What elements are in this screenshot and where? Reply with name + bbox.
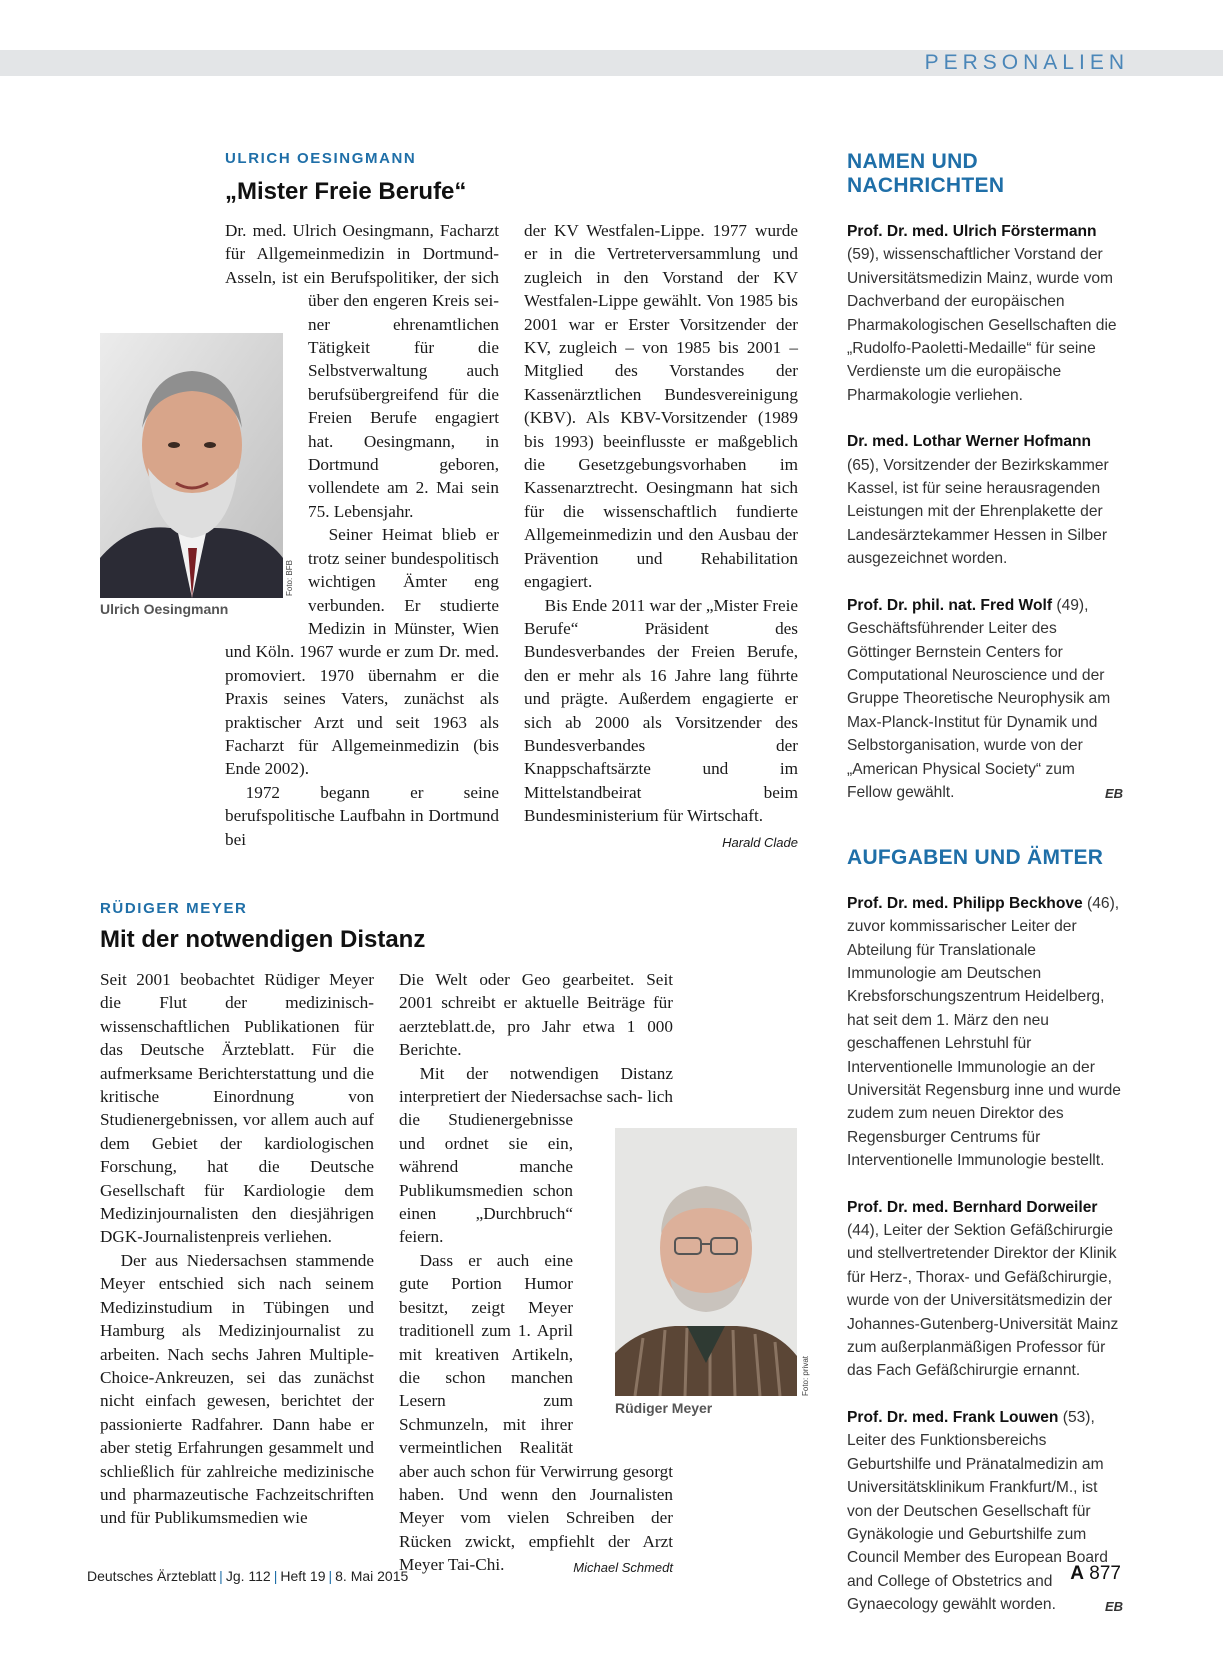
sidebar (847, 150, 1123, 1641)
person-name: Prof. Dr. med. Ulrich Förstermann (847, 223, 1097, 240)
article1-kicker: ULRICH OESINGMANN (225, 150, 417, 167)
article2-text: Die Welt oder Geo gearbeitet. Seit 2001 schreibt er aktuelle Beiträge für aerzteblatt.de, pro Jahr etwa 1 000 Berichte. (399, 970, 673, 1060)
meyer-caption: Rüdiger Meyer (615, 1400, 713, 1416)
news-entry (847, 220, 1123, 407)
oesingmann-caption: Ulrich Oesingmann (100, 601, 229, 617)
article2-text: lich die Studienergebnisse und ordnet sie ein, während manche Publikumsmedien schon einen „Durchbruch“ feiern. (399, 1087, 674, 1247)
photo-wrap-space (573, 1108, 673, 1446)
article1-text: Dr. med. Ulrich Oesingmann, Facharzt für Allgemeinmedizin in Dortmund-Asseln, ist ein Berufspolitiker, der sich über den engeren Kreis sei- (225, 221, 499, 311)
news-heading: NAMEN UND NACHRICHTEN (847, 150, 1005, 197)
page-footer: Deutsches Ärzteblatt | Jg. 112 | Heft 19 | 8. Mai 2015 (87, 1568, 409, 1584)
offices-heading: AUFGABEN UND ÄMTER (847, 845, 1104, 869)
news-signature: EB (1104, 786, 1123, 802)
section-title: PERSONALIEN (924, 51, 1129, 74)
journal-name: Deutsches Ärzteblatt (87, 1568, 217, 1584)
journal-date: 8. Mai 2015 (335, 1568, 409, 1584)
person-name: Prof. Dr. med. Frank Louwen (847, 1408, 1059, 1426)
journal-issue: Heft 19 (280, 1568, 326, 1584)
article1-text: Bis Ende 2011 war der „Mister Freie Berufe“ Präsident des Bundesverbandes der Freien Berufe, den er mehr als 16 Jahre lang führte und prägte. Außerdem engagierte er sich ab 2000 als Vorsitzender des Bundesverbandes der Knappschaftsärzte und im Mittelstandbeirat beim Bundesministerium für Wirtschaft. (524, 595, 798, 826)
article2-column-1 (100, 968, 374, 1530)
person-name: Prof. Dr. med. Bernhard Dorweiler (847, 1198, 1098, 1216)
offices-signature: EB (1104, 1598, 1123, 1614)
entry-text: (53), Leiter des Funktionsbereichs Geburtshilfe und Pränatalmedizin am Universitätsklinikum Frankfurt/M., ist von der Deutschen Gesellschaft für Gynäkologie und Geburtshilfe zum Council Member des European Board and College of Obstetrics and Gynaecology gewählt worden. (847, 1408, 1108, 1614)
journal-volume: Jg. 112 (225, 1568, 271, 1584)
article1-text: ner ehrenamtlichen Tätigkeit für die Selbstverwaltung auch berufsübergreifend für die Freien Berufe engagiert hat. Oesingmann, in Dortmund geboren, vollendete am 2. Mai sein 75. Lebensjahr. (308, 314, 499, 521)
person-name: Prof. Dr. phil. nat. Fred Wolf (847, 596, 1053, 614)
article1-author: Harald Clade (722, 834, 798, 850)
news-entry (847, 430, 1123, 570)
article1-text: Seiner Heimat blieb er trotz seiner bundespolitisch wichtigen Ämter eng verbunden. Er studierte Medizin in Münster, Wien und Köln. 1967 wurde er zum Dr. med. promoviert. 1970 übernahm er die Praxis seines Vaters, zunächst als praktischer Arzt und seit 1963 als Facharzt für Allgemeinmedizin (bis Ende 2002). (225, 525, 499, 779)
office-entry (847, 892, 1123, 1173)
article1-column-1 (225, 219, 499, 851)
entry-text: (44), Leiter der Sektion Gefäßchirurgie und stellvertretender Direktor der Klinik für Herz-, Thorax- und Gefäßchirurgie, wurde von der Universitätsmedizin der Johannes-Gutenberg-Universität Mainz zum außerplanmäßigen Professor für das Fach Gefäßchirurgie ernannt. (847, 1222, 1119, 1380)
person-name: Prof. Dr. med. Philipp Beckhove (847, 894, 1083, 912)
article2-column-2 (399, 968, 673, 1580)
photo-wrap-space (225, 289, 308, 636)
news-entry (847, 594, 1123, 806)
entry-text: (59), wissenschaftlicher Vorstand der Universitätsmedizin Mainz, wurde vom Dachverband der europäischen Pharmakologischen Gesellschaften die „Rudolfo-Paoletti-Medaille“ für seine Verdienste um die europäische Pharmakologie verliehen. (847, 246, 1117, 404)
article2-headline: Mit der notwendigen Distanz (100, 926, 426, 953)
article2-author: Michael Schmedt (573, 1560, 673, 1576)
entry-text: (65), Vorsitzender der Bezirkskammer Kassel, ist für seine herausragenden Leistungen mit der Ehrenplakette der Landesärztekammer Hessen in Silber ausgezeichnet worden. (847, 456, 1109, 568)
article2-text: Seit 2001 beobachtet Rüdiger Meyer die Flut der medizinisch-wissenschaftlichen Publikationen für das Deutsche Ärzteblatt. Für die aufmerksame Berichterstattung und die kritische Einordnung von Studienergebnissen, vor allem auch auf dem Gebiet der kardiologischen Forschung, hat die Deutsche Gesellschaft für Kardiologie dem Medizinjournalisten den diesjährigen DGK-Journalistenpreis verliehen. (100, 970, 374, 1247)
oesingmann-photo-credit: Foto: BFB (285, 560, 294, 597)
entry-text: (49), Geschäftsführender Leiter des Göttinger Bernstein Centers for Computational Neuroscience und der Gruppe Theoretische Neurophysik am Max-Planck-Institut für Dynamik und Selbstorganisation, wurde von der „American Physical Society“ zum Fellow gewählt. (847, 596, 1111, 801)
page-number: A 877 (1070, 1563, 1121, 1584)
article2-text: für Verwirrung gesorgt haben. Und wenn den Journalisten Meyer vom vielen Schreiben der Rücken zwickt, empfiehlt der Arzt Meyer Tai-Chi. (399, 1461, 674, 1575)
article1-text: 1972 begann er seine berufspolitische Laufbahn in Dortmund bei (225, 782, 499, 849)
article2-kicker: RÜDIGER MEYER (100, 900, 248, 917)
article2-text: Der aus Niedersachsen stammende Meyer entschied sich nach seinem Medizinstudium in Tübingen und Hamburg als Medizinjournalist zu arbeiten. Nach sechs Jahren Multiple-Choice-Ankreuzen, sei das zunächst nicht einfach gewesen, berichtet der passionierte Radfahrer. Dann habe er aber stetig Erfahrungen gesammelt und schließlich für zahlreiche medizinische und pharmazeutische Fachzeitschriften und für Publikumsmedien wie (100, 1250, 374, 1528)
article2-text: Mit der notwendigen Distanz interpretiert der Niedersachse sach- (399, 1063, 673, 1107)
article1-headline: „Mister Freie Berufe“ (225, 178, 467, 205)
entry-text: (46), zuvor kommissarischer Leiter der Abteilung für Translationale Immunologie am Deutschen Krebsforschungszentrum Heidelberg, hat seit dem 1. März den neu geschaffenen Lehrstuhl für Interventionelle Immunologie an der Universität Regensburg inne und wurde zudem zum neuen Direktor des Regensburger Centrums für Interventionelle Immunologie bestellt. (847, 894, 1121, 1170)
office-entry (847, 1406, 1123, 1618)
article2-text: Dass er auch eine gute Portion Humor besitzt, zeigt Meyer traditionell zum 1. April mit kreativen Artikeln, die schon manchen Lesern zum Schmunzeln, mit ihrer vermeintlichen Realität aber auch schon (399, 1250, 573, 1481)
article1-text: der KV Westfalen-Lippe. 1977 wurde er in die Vertreterversammlung und zugleich in den Vorstand der KV Westfalen-Lippe gewählt. Von 1985 bis 2001 war er Erster Vorsitzender der KV, zugleich – von 1985 bis 2001 – Mitglied des Vorstandes der Kassenärztlichen Bundesvereinigung (KBV). Als KBV-Vorsitzender (1989 bis 1993) beeinflusste er maßgeblich die Gesetzgebungsvorhaben im Kassenarztrecht. Oesingmann hat sich für die wissenschaftlich fundierte Allgemeinmedizin und den Ausbau der Prävention und Rehabilitation engagiert. (524, 221, 798, 592)
office-entry (847, 1196, 1123, 1383)
meyer-photo-credit: Foto: privat (801, 1356, 810, 1397)
person-name: Dr. med. Lothar Werner Hofmann (847, 433, 1092, 451)
article1-column-2 (524, 219, 798, 854)
